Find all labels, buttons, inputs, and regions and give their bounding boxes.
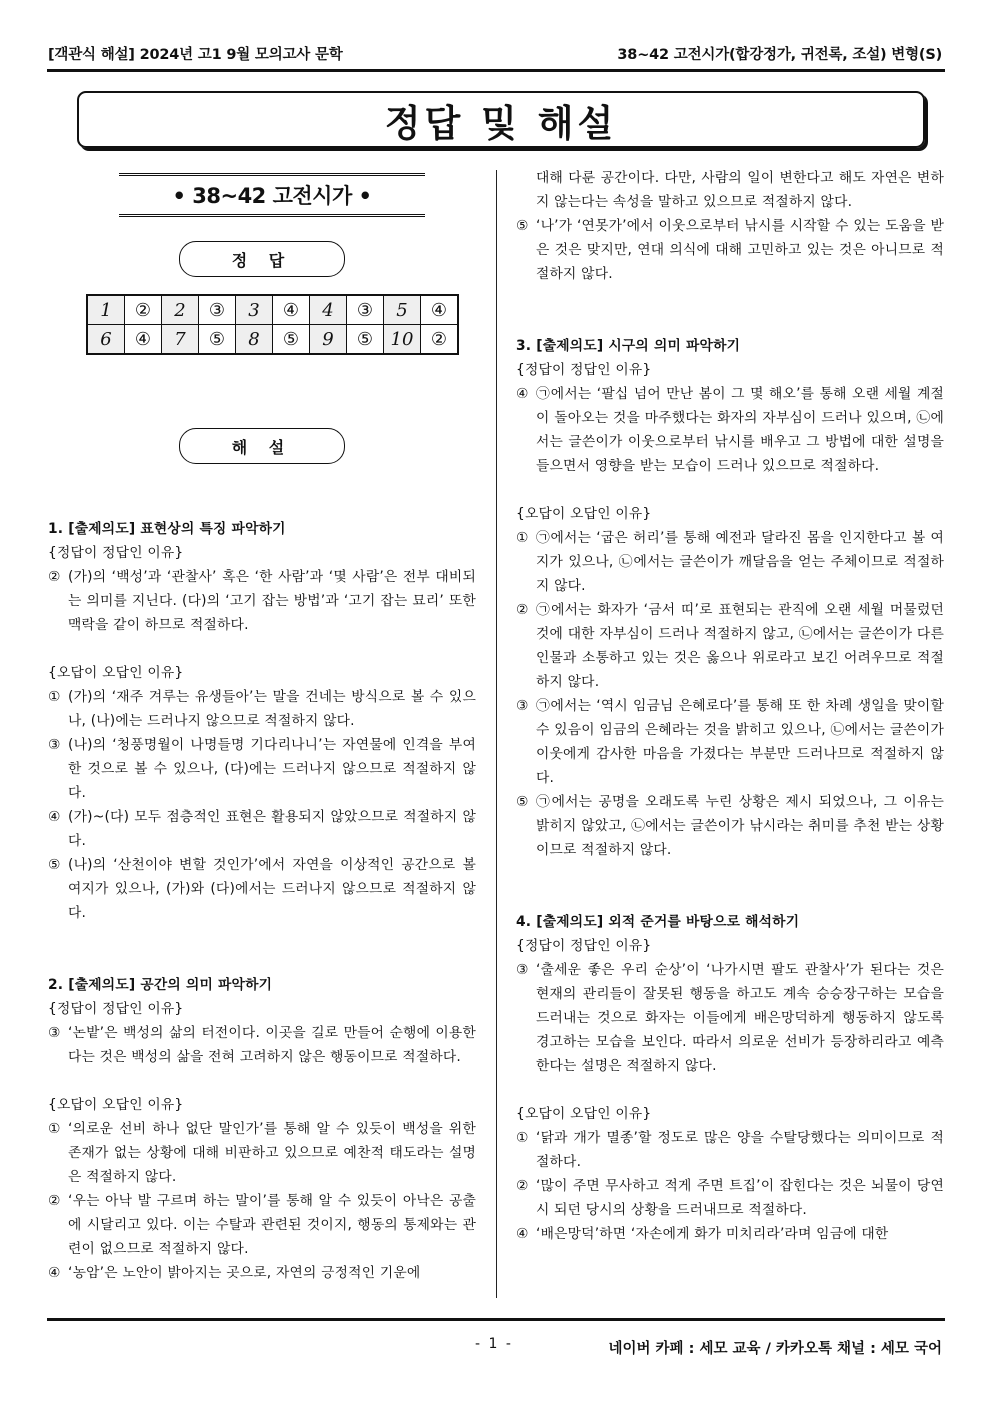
choice-mark: ④ — [516, 1226, 529, 1242]
question-number: 3 — [236, 295, 273, 325]
choice-mark: ① — [48, 1121, 61, 1137]
choice-mark: ② — [516, 602, 529, 618]
answer-value: ③ — [347, 295, 384, 325]
answer-value: ⑤ — [273, 325, 310, 355]
wrong-reason-label: {오답이 오답인 이유} — [48, 665, 184, 681]
explanation-text: (가)의 ‘재주 겨루는 유생들아’는 말을 건네는 방식으로 볼 수 있으나, (나)에는 드러나지 않으므로 적절하지 않다. — [68, 689, 476, 729]
explanation-item — [48, 1189, 476, 1261]
question-number: 2 — [162, 295, 199, 325]
explanation-text: ‘닭과 개가 멸종’할 정도로 많은 양을 수탈당했다는 의미이므로 적절하다. — [536, 1130, 944, 1170]
question-number: 4 — [310, 295, 347, 325]
explanation-text: ㉠에서는 ‘팔십 넘어 만난 봄이 그 몇 해오’를 통해 오랜 세월 계절이 돌아오는 것을 마주했다는 화자의 자부심이 드러나 있으며, ㉡에서는 글쓴이가 이웃으로부터 낚시를 배우고 그 방법에 대한 설명을 들으면서 영향을 받는 모습이 드러나 있으므로 적절하다. — [536, 386, 944, 474]
column-divider — [496, 170, 497, 1298]
top-rule — [47, 69, 945, 72]
choice-mark: ② — [48, 569, 61, 585]
choice-mark: ② — [516, 1178, 529, 1194]
explanation-item — [516, 1126, 944, 1174]
question-number: 7 — [162, 325, 199, 355]
left-column-text — [48, 517, 476, 1285]
explanation-text: (나)의 ‘산천이야 변할 것인가’에서 자연을 이상적인 공간으로 볼 여지가 있으나, (가)와 (다)에서는 드러나지 않으므로 적절하지 않다. — [68, 857, 476, 921]
explanation-item — [516, 790, 944, 862]
explanation-text: ‘의로운 선비 하나 없단 말인가’를 통해 알 수 있듯이 백성을 위한 존재가 없는 상황에 대해 비판하고 있으므로 예찬적 태도라는 설명은 적절하지 않다. — [68, 1121, 476, 1185]
correct-reason-label: {정답이 정답인 이유} — [516, 938, 652, 954]
question-number: 5 — [384, 295, 421, 325]
explanation-text: ㉠에서는 공명을 오래도록 누린 상황은 제시 되었으나, 그 이유는 밝히지 않았고, ㉡에서는 글쓴이가 낚시라는 취미를 추천 받는 상황이므로 적절하지 않다. — [536, 794, 944, 858]
explanation-item — [48, 1117, 476, 1189]
question-heading: 4. [출제의도] 외적 준거를 바탕으로 해석하기 — [516, 914, 800, 930]
choice-mark: ⑤ — [516, 794, 529, 810]
explanation-text: ‘배은망덕’하면 ‘자손에게 화가 미치리라’라며 임금에 대한 — [536, 1226, 889, 1242]
wrong-reason-label: {오답이 오답인 이유} — [516, 1106, 652, 1122]
explanation-item — [48, 685, 476, 733]
question-heading: 2. [출제의도] 공간의 의미 파악하기 — [48, 977, 273, 993]
page-title: 정답 및 해설 — [77, 91, 925, 148]
question-number: 8 — [236, 325, 273, 355]
explanation-item — [516, 382, 944, 478]
explanation-label: 해 설 — [179, 428, 345, 464]
explanation-text: (나)의 ‘청풍명월이 나명들명 기다리나니’는 자연물에 인격을 부여한 것으로 볼 수 있으나, (다)에는 드러나지 않으므로 적절하지 않다. — [68, 737, 476, 801]
answer-value: ② — [421, 325, 459, 355]
choice-mark: ① — [516, 530, 529, 546]
answer-row — [87, 325, 458, 355]
explanation-continued — [516, 166, 944, 214]
explanation-text: ‘논밭’은 백성의 삶의 터전이다. 이곳을 길로 만들어 순행에 이용한다는 것은 백성의 삶을 전혀 고려하지 않은 행동이므로 적절하다. — [68, 1025, 476, 1065]
explanation-item — [48, 1021, 476, 1069]
choice-mark: ③ — [48, 1025, 61, 1041]
answer-row — [87, 295, 458, 325]
header-left: [객관식 해설] 2024년 고1 9월 모의고사 문학 — [48, 47, 343, 63]
explanation-text: ㉠에서는 ‘굽은 허리’를 통해 예전과 달라진 몸을 인지한다고 볼 여지가 있으나, ㉡에서는 글쓴이가 깨달음을 얻는 주체이므로 적절하지 않다. — [536, 530, 944, 594]
explanation-text: ‘농암’은 노안이 밝아지는 곳으로, 자연의 긍정적인 기운에 — [68, 1265, 421, 1281]
explanation-item — [516, 526, 944, 598]
correct-reason-label: {정답이 정답인 이유} — [516, 362, 652, 378]
choice-mark: ③ — [48, 737, 61, 753]
bottom-rule — [47, 1318, 945, 1321]
explanation-text: ㉠에서는 화자가 ‘금서 띠’로 표현되는 관직에 오랜 세월 머물렀던 것에 대한 자부심이 드러나 적절하지 않고, ㉡에서는 글쓴이가 다른 인물과 소통하고 있는 것은 옳으나 위로라고 보긴 어려우므로 적절하지 않다. — [536, 602, 944, 690]
explanation-text: ㉠에서는 ‘역시 임금님 은혜로다’를 통해 또 한 차례 생일을 맞이할 수 있음이 임금의 은혜라는 것을 밝히고 있으나, ㉡에서는 글쓴이가 이웃에게 감사한 마음을 가졌다는 부분만 드러나므로 적절하지 않다. — [536, 698, 944, 786]
right-column-text — [516, 166, 944, 1246]
explanation-text: ‘출세운 좋은 우리 순상’이 ‘나가시면 팔도 관찰사’가 된다는 것은 현재의 관리들이 잘못된 행동을 하고도 계속 승승장구하는 모습을 드러내는 것으로 화자는 이들에게 배은망덕하게 행동하지 않도록 경고하는 모습을 보인다. 따라서 의로운 선비가 등장하리라고 예측한다는 설명은 적절하지 않다. — [536, 962, 944, 1074]
explanation-item — [516, 1174, 944, 1222]
explanation-text: ‘나’가 ‘연못가’에서 이웃으로부터 낚시를 시작할 수 있는 도움을 받은 것은 맞지만, 연대 의식에 대해 고민하고 있는 것은 아니므로 적절하지 않다. — [536, 218, 944, 282]
explanation-text: (가)의 ‘백성’과 ‘관찰사’ 혹은 ‘한 사람’과 ‘몇 사람’은 전부 대비되는 의미를 지닌다. (다)의 ‘고기 잡는 방법’과 ‘고기 잡는 묘리’ 또한 맥락을 같이 하므로 적절하다. — [68, 569, 476, 633]
explanation-item — [516, 214, 944, 286]
answer-label: 정 답 — [179, 241, 345, 277]
choice-mark: ⑤ — [516, 218, 529, 234]
explanation-item — [48, 805, 476, 853]
question-number: 10 — [384, 325, 421, 355]
explanation-item — [48, 565, 476, 637]
choice-mark: ③ — [516, 962, 529, 978]
answer-table — [86, 294, 459, 355]
answer-value: ⑤ — [347, 325, 384, 355]
answer-value: ② — [125, 295, 162, 325]
explanation-item — [516, 598, 944, 694]
answer-value: ③ — [199, 295, 236, 325]
section-banner: • 38~42 고전시가 • — [119, 173, 425, 217]
answer-value: ④ — [273, 295, 310, 325]
explanation-text: 대해 다룬 공간이다. 다만, 사람의 일이 변한다고 해도 자연은 변하지 않는다는 속성을 말하고 있으므로 적절하지 않다. — [536, 170, 944, 210]
choice-mark: ② — [48, 1193, 61, 1209]
explanation-text: (가)~(다) 모두 점층적인 표현은 활용되지 않았으므로 적절하지 않다. — [68, 809, 476, 849]
explanation-item — [516, 694, 944, 790]
question-number: 6 — [87, 325, 125, 355]
question-number: 9 — [310, 325, 347, 355]
choice-mark: ④ — [48, 809, 61, 825]
explanation-item — [48, 853, 476, 925]
choice-mark: ③ — [516, 698, 529, 714]
explanation-item — [516, 958, 944, 1078]
answer-value: ④ — [421, 295, 459, 325]
question-number: 1 — [87, 295, 125, 325]
choice-mark: ④ — [48, 1265, 61, 1281]
question-heading: 1. [출제의도] 표현상의 특징 파악하기 — [48, 521, 286, 537]
explanation-item — [516, 1222, 944, 1246]
explanation-item — [48, 733, 476, 805]
wrong-reason-label: {오답이 오답인 이유} — [516, 506, 652, 522]
correct-reason-label: {정답이 정답인 이유} — [48, 1001, 184, 1017]
explanation-item — [48, 1261, 476, 1285]
choice-mark: ① — [516, 1130, 529, 1146]
explanation-text: ‘우는 아낙 발 구르며 하는 말이’를 통해 알 수 있듯이 아낙은 공출에 시달리고 있다. 이는 수탈과 관련된 것이지, 행동의 통제와는 관련이 없으므로 적절하지 않다. — [68, 1193, 476, 1257]
question-heading: 3. [출제의도] 시구의 의미 파악하기 — [516, 338, 741, 354]
footer-contact: 네이버 카페 : 세모 교육 / 카카오톡 채널 : 세모 국어 — [608, 1341, 942, 1357]
page-number: - 1 - — [475, 1336, 513, 1352]
correct-reason-label: {정답이 정답인 이유} — [48, 545, 184, 561]
header-right: 38~42 고전시가(합강정가, 귀전록, 조설) 변형(S) — [617, 47, 942, 63]
choice-mark: ⑤ — [48, 857, 61, 873]
choice-mark: ① — [48, 689, 61, 705]
answer-value: ⑤ — [199, 325, 236, 355]
choice-mark: ④ — [516, 386, 529, 402]
answer-value: ④ — [125, 325, 162, 355]
explanation-text: ‘많이 주면 무사하고 적게 주면 트집’이 잡힌다는 것은 뇌물이 당연시 되던 당시의 상황을 드러내므로 적절하다. — [536, 1178, 944, 1218]
wrong-reason-label: {오답이 오답인 이유} — [48, 1097, 184, 1113]
